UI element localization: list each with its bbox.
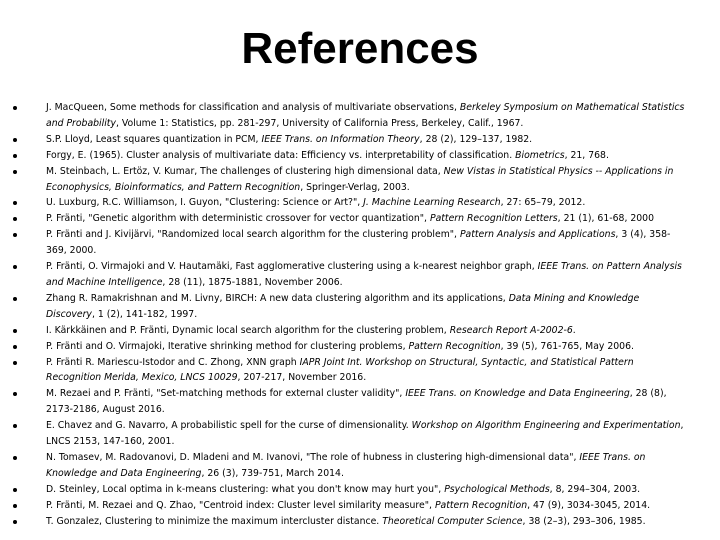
reference-item xyxy=(0,482,720,498)
reference-text: I. Kärkkäinen and P. Fränti, Dynamic local search algorithm for the clustering problem, xyxy=(46,324,450,336)
reference-venue: IAPR Joint Int. Workshop on Structural, Syntactic, and Statistical Pattern Recognition Merida, Mexico, LNCS 10029 xyxy=(46,356,634,384)
reference-venue: Data Mining and Knowledge Discovery xyxy=(46,292,640,320)
reference-text: P. Fränti, M. Rezaei and Q. Zhao, "Centroid index: Cluster level similarity measure", xyxy=(46,499,435,511)
reference-item xyxy=(0,514,720,530)
reference-venue: Workshop on Algorithm Engineering and Experimentation xyxy=(411,420,681,432)
reference-item xyxy=(0,339,720,355)
reference-item xyxy=(0,164,720,196)
reference-item xyxy=(0,211,720,227)
reference-text: N. Tomasev, M. Radovanovi, D. Mladeni and M. Ivanovi, "The role of hubness in clustering high-dimensional data", xyxy=(46,451,580,463)
reference-item xyxy=(0,195,720,211)
reference-details: , 207-217, November 2016. xyxy=(237,372,367,384)
reference-item xyxy=(0,259,720,291)
reference-item xyxy=(0,355,720,387)
reference-text: J. MacQueen, Some methods for classification and analysis of multivariate observations, xyxy=(46,102,460,113)
reference-details: , 3 (4), 358-369, 2000. xyxy=(46,229,671,257)
reference-item xyxy=(0,100,720,132)
reference-text: D. Steinley, Local optima in k-means clustering: what you don't know may hurt you", xyxy=(46,483,445,495)
reference-item xyxy=(0,418,720,450)
reference-venue: Biometrics xyxy=(515,149,565,161)
reference-text: S.P. Lloyd, Least squares quantization in PCM, xyxy=(46,133,262,145)
reference-details: , 1 (2), 141-182, 1997. xyxy=(91,308,198,320)
reference-text: Forgy, E. (1965). Cluster analysis of multivariate data: Efficiency vs. interpretability of classification. xyxy=(46,149,516,161)
reference-item xyxy=(0,323,720,339)
reference-details: , 21, 768. xyxy=(564,149,609,161)
reference-details: , 39 (5), 761-765, May 2006. xyxy=(500,340,634,352)
reference-item xyxy=(0,291,720,323)
reference-venue: IEEE Trans. on Knowledge and Data Engineering xyxy=(46,451,646,479)
reference-item xyxy=(0,498,720,514)
reference-text: M. Steinbach, L. Ertöz, V. Kumar, The challenges of clustering high dimensional data, xyxy=(46,165,444,177)
reference-details: , 8, 294–304, 2003. xyxy=(549,483,641,495)
reference-item xyxy=(0,227,720,259)
page-title: References xyxy=(241,24,479,73)
reference-details: , 28 (2), 129–137, 1982. xyxy=(419,133,533,145)
reference-venue: IEEE Trans. on Pattern Analysis and Machine Intelligence xyxy=(46,261,682,288)
reference-details: . xyxy=(572,324,576,336)
reference-text: E. Chavez and G. Navarro, A probabilistic spell for the curse of dimensionality. xyxy=(46,420,412,432)
reference-venue: Berkeley Symposium on Mathematical Statistics and Probability xyxy=(46,102,685,129)
reference-text: P. Fränti, "Genetic algorithm with deterministic crossover for vector quantization", xyxy=(46,213,430,225)
reference-details: , LNCS 2153, 147-160, 2001. xyxy=(46,420,684,448)
reference-venue: Pattern Recognition Letters xyxy=(429,213,558,225)
reference-text: U. Luxburg, R.C. Williamson, I. Guyon, "Clustering: Science or Art?", xyxy=(46,197,364,209)
reference-item xyxy=(0,386,720,418)
reference-list xyxy=(0,100,720,529)
reference-venue: IEEE Trans. on Information Theory xyxy=(261,133,420,145)
reference-details: , 28 (11), 1875-1881, November 2006. xyxy=(162,276,343,288)
reference-details: , 47 (9), 3034-3045, 2014. xyxy=(527,499,651,511)
reference-venue: Theoretical Computer Science xyxy=(382,515,523,527)
reference-venue: New Vistas in Statistical Physics -- Applications in Econophysics, Bioinformatics, and Pattern Recognition xyxy=(46,165,674,193)
reference-item xyxy=(0,450,720,482)
reference-item xyxy=(0,148,720,164)
reference-venue: Pattern Recognition xyxy=(434,499,528,511)
reference-venue: Research Report A-2002-6 xyxy=(449,324,573,336)
reference-text: Zhang R. Ramakrishnan and M. Livny, BIRCH: A new data clustering algorithm and its applications, xyxy=(46,292,509,304)
reference-details: , 38 (2–3), 293–306, 1985. xyxy=(522,515,646,527)
reference-details: , 26 (3), 739-751, March 2014. xyxy=(201,467,344,479)
reference-details: , Springer-Verlag, 2003. xyxy=(300,181,410,193)
reference-venue: J. Machine Learning Research xyxy=(363,197,501,209)
reference-details: , 21 (1), 61-68, 2000 xyxy=(557,213,655,225)
reference-text: P. Fränti and O. Virmajoki, Iterative shrinking method for clustering problems, xyxy=(46,340,409,352)
reference-text: P. Fränti R. Mariescu-Istodor and C. Zhong, XNN graph xyxy=(46,356,300,368)
reference-details: , Volume 1: Statistics, pp. 281-297, University of California Press, Berkeley, Calif., 1967. xyxy=(115,117,524,129)
reference-text: P. Fränti, O. Virmajoki and V. Hautamäki, Fast agglomerative clustering using a k-nearest neighbor graph, xyxy=(46,261,538,273)
reference-text: P. Fränti and J. Kivijärvi, "Randomized local search algorithm for the clustering problem", xyxy=(46,229,460,241)
reference-details: , 28 (8), 2173-2186, August 2016. xyxy=(46,388,667,416)
reference-venue: Pattern Recognition xyxy=(408,340,501,352)
reference-text: M. Rezaei and P. Fränti, "Set-matching methods for external cluster validity", xyxy=(46,388,406,400)
reference-item xyxy=(0,132,720,148)
reference-text: T. Gonzalez, Clustering to minimize the maximum intercluster distance. xyxy=(46,515,383,527)
reference-venue: IEEE Trans. on Knowledge and Data Engineering xyxy=(405,388,630,400)
reference-venue: Psychological Methods xyxy=(444,483,550,495)
reference-venue: Pattern Analysis and Applications xyxy=(459,229,616,241)
reference-details: , 27: 65–79, 2012. xyxy=(500,197,586,209)
